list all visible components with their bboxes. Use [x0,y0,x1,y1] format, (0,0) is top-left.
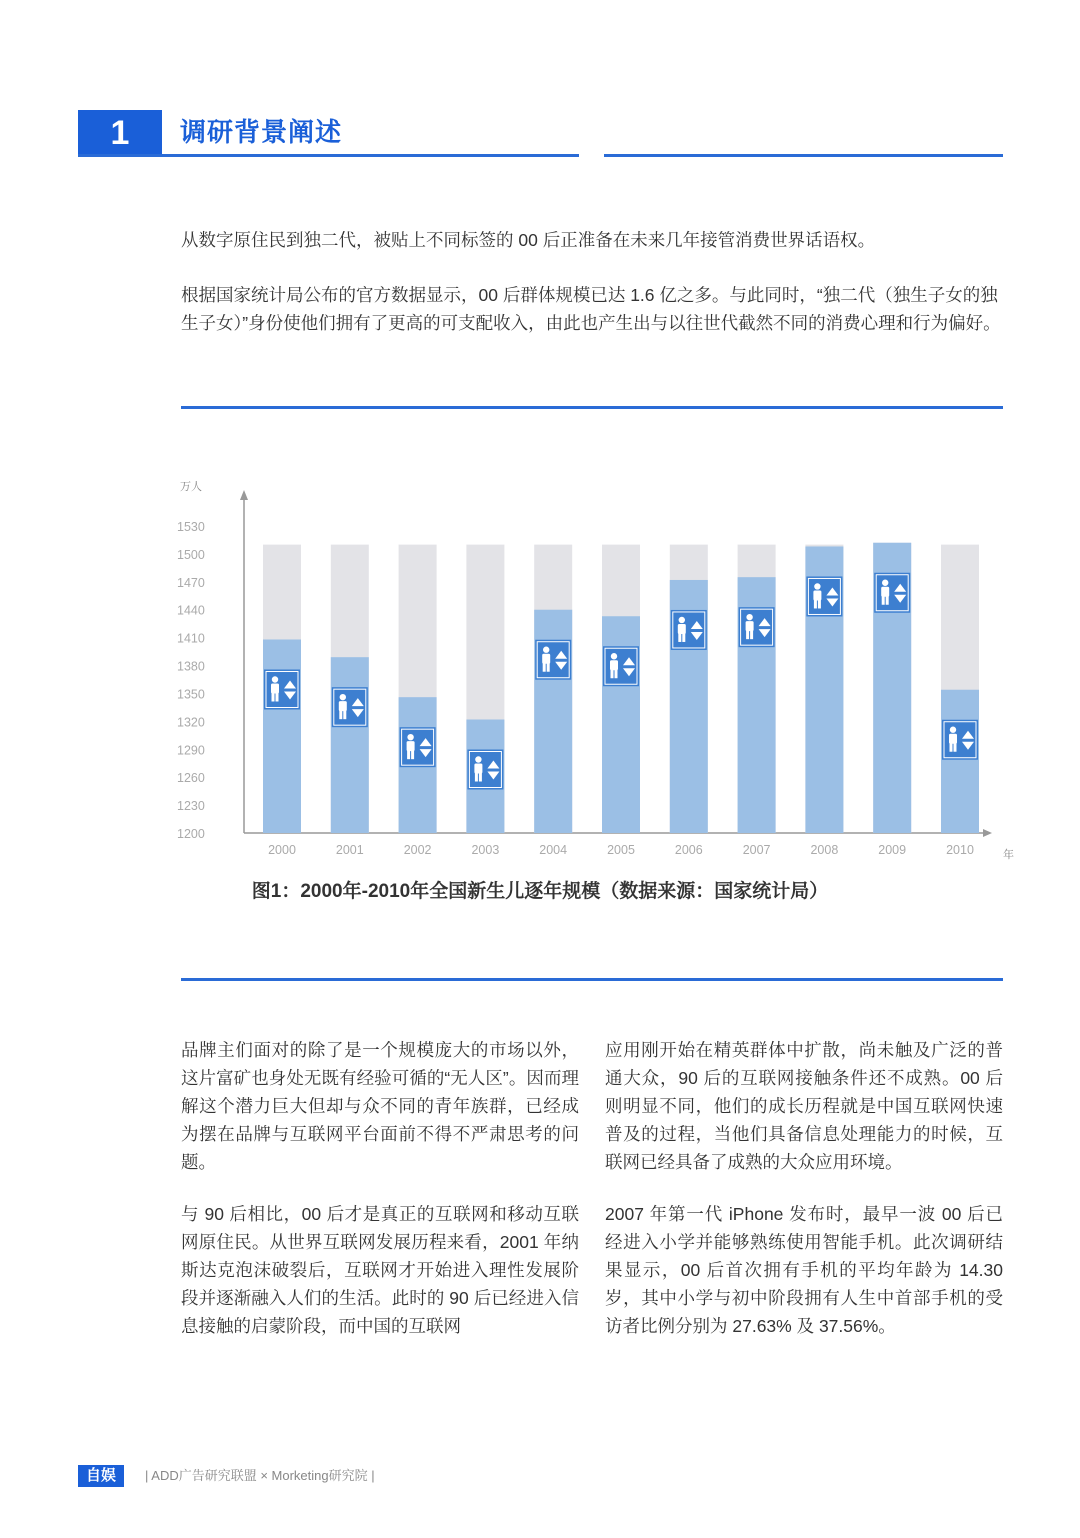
figure-rule-top [181,406,1003,409]
person-head-icon [882,580,888,586]
person-leg-icon [814,599,817,608]
births-bar-chart [0,440,1080,870]
x-tick-label: 2003 [471,843,500,857]
gender-icon [264,669,300,709]
person-leg-icon [882,596,885,605]
y-tick-label: 1380 [177,659,205,674]
person-leg-icon [407,750,410,759]
person-body-icon [542,654,550,664]
y-tick-label: 1260 [177,771,205,786]
gender-icon [874,573,910,613]
person-body-icon [474,764,482,774]
y-tick-label: 1230 [177,799,205,814]
figure-rule-bottom [181,978,1003,981]
bar [331,657,369,833]
person-leg-icon [750,630,753,639]
body-right-paragraph-2: 2007 年第一代 iPhone 发布时，最早一波 00 后已经进入小学并能够熟练使用智能手机。此次调研结果显示，00 后首次拥有手机的平均年龄为 14.30 岁，其中小学与初中阶段拥有人生中首部手机的受访者比例分别为 27.63% 及 37.56%。 [605,1204,1003,1336]
person-leg-icon [950,743,953,752]
person-leg-icon [678,633,681,642]
body-column-right [605,1036,1003,1364]
person-leg-icon [339,710,342,719]
gender-icon [739,607,775,647]
x-axis-unit: 年 [1003,849,1014,861]
x-tick-label: 2009 [878,843,907,857]
person-body-icon [813,590,821,600]
body-left-paragraph-2: 与 90 后相比，00 后才是真正的互联网和移动互联网原住民。从世界互联网发展历程来看，2001 年纳斯达克泡沫破裂后，互联网才开始进入理性发展阶段并逐渐融入人们的生活。此时的 90 后已经进入信息接触的启蒙阶段，而中国的互联网 [181,1204,579,1336]
bar [941,690,979,833]
intro-paragraph-1: 从数字原住民到独二代，被贴上不同标签的 00 后正准备在未来几年接管消费世界话语权。 [181,230,876,250]
person-body-icon [610,660,618,670]
person-leg-icon [615,669,618,678]
person-leg-icon [682,633,685,642]
gender-icon [671,610,707,650]
gender-icon [400,727,436,767]
y-tick-label: 1470 [177,575,205,590]
y-tick-label: 1500 [177,547,205,562]
header-rule-right [604,154,1003,157]
intro-paragraph-2: 根据国家统计局公布的官方数据显示，00 后群体规模已达 1.6 亿之多。与此同时，“独二代（独生子女的独生子女）”身份使他们拥有了更高的可支配收入，由此也产生出与以往世代截然不同的消费心理和行为偏好。 [181,285,1001,333]
person-body-icon [271,683,279,693]
x-tick-label: 2004 [539,843,568,857]
header-rule-left [78,154,579,157]
person-leg-icon [276,692,279,701]
person-head-icon [543,647,549,653]
y-tick-label: 1410 [177,631,205,646]
person-leg-icon [475,773,478,782]
person-head-icon [340,694,346,700]
person-leg-icon [543,663,546,672]
person-head-icon [272,676,278,682]
person-leg-icon [746,630,749,639]
section-number: 1 [78,110,162,156]
person-head-icon [814,583,820,589]
x-axis-arrow [983,829,992,837]
person-leg-icon [886,596,889,605]
x-tick-label: 2002 [403,843,432,857]
person-leg-icon [954,743,957,752]
x-tick-label: 2008 [810,843,839,857]
section-title: 调研背景阐述 [180,117,343,147]
y-axis-unit: 万人 [180,481,202,493]
person-head-icon [611,653,617,659]
y-tick-label: 1320 [177,715,205,730]
gender-icon [942,720,978,760]
person-head-icon [679,617,685,623]
figure-caption: 图1：2000年-2010年全国新生儿逐年规模（数据来源：国家统计局） [251,881,829,902]
body-left-paragraph-1: 品牌主们面对的除了是一个规模庞大的市场以外，这片富矿也身处无既有经验可循的“无人区”。因而理解这个潜力巨大但却与众不同的青年族群，已经成为摆在品牌与互联网平台面前不得不严肃思考的问题。 [181,1040,579,1172]
person-leg-icon [547,663,550,672]
y-tick-label: 1290 [177,743,205,758]
gender-icon [603,646,639,686]
y-tick-label: 1350 [177,687,205,702]
body-right-paragraph-1: 应用刚开始在精英群体中扩散，尚未触及广泛的普通大众，90 后的互联网接触条件还不成熟。00 后则明显不同，他们的成长历程就是中国互联网快速普及的过程，当他们具备信息处理能力的时候，互联网已经具备了成熟的大众应用环境。 [605,1040,1003,1172]
person-leg-icon [479,773,482,782]
x-tick-label: 2007 [742,843,771,857]
x-tick-label: 2005 [607,843,635,857]
x-tick-label: 2000 [268,843,296,857]
person-head-icon [746,614,752,620]
y-tick-label: 1440 [177,603,205,618]
gender-icon [332,687,368,727]
gender-icon [806,576,842,616]
body-column-left [181,1036,579,1364]
person-head-icon [407,734,413,740]
gender-icon [467,750,503,790]
person-body-icon [949,734,957,744]
y-axis-arrow [240,490,248,500]
person-leg-icon [272,692,275,701]
y-tick-label: 1530 [177,520,205,534]
person-body-icon [339,701,347,711]
person-body-icon [407,741,415,751]
person-body-icon [881,587,889,597]
footer-credit: | ADD广告研究联盟 × Morketing研究院 | [145,1468,375,1483]
footer-badge: 自娱 [78,1465,124,1487]
x-tick-label: 2001 [335,843,364,857]
person-leg-icon [343,710,346,719]
person-leg-icon [818,599,821,608]
gender-icon [535,640,571,680]
x-tick-label: 2006 [674,843,703,857]
person-head-icon [950,727,956,733]
person-body-icon [678,624,686,634]
person-leg-icon [411,750,414,759]
person-head-icon [475,756,481,762]
x-tick-label: 2010 [946,843,974,857]
y-tick-label: 1200 [177,827,205,841]
person-leg-icon [611,669,614,678]
person-body-icon [746,621,754,631]
bar [263,639,301,833]
